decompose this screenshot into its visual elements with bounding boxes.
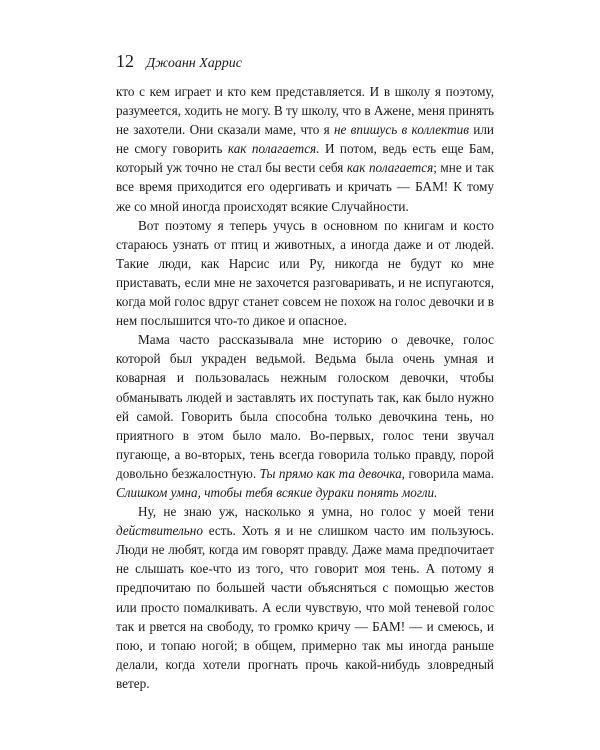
text-run: есть. Хоть я и не слишком часто им пользуюсь. Люди не любят, когда им говорят правду. Даже мама предпочитает не слышать кое-что из того, что говорит моя тень. А потому я предпочитаю по большей части объясняться с помощью жестов или просто помалкивать. А если чувствую, что мой теневой голос так и рвется на свободу, то громко кричу — БАМ! — и смеюсь, и пою, и топаю ногой; в общем, примерно так мы иногда раньше делали, когда хотели прогнать прочь какой-нибудь зловредный ветер. [116,523,494,691]
author-name: Джоанн Харрис [146,56,242,71]
body-text [116,82,494,693]
italic-run: Ты прямо как та девочка, [259,465,405,481]
paragraph [116,502,494,693]
paragraph [116,330,494,502]
text-run: или не смогу говорить [116,122,494,157]
paragraph [116,216,494,331]
italic-run: как полагается [346,160,434,176]
text-run: Ну, не знаю уж, насколько я умна, но голос у моей тени [138,504,494,520]
text-run: говорила мама. [404,465,494,481]
text-run: кто с кем играет и кто кем представляется. И в школу я поэтому, разумеется, ходить не могу. В ту школу, что в Ажене, меня принять не захотели. Они сказали маме, что я [116,84,494,138]
text-run: ; мне и так все время приходится его одергивать и кричать — БАМ! К тому же со мной иногда происходят всякие Случайности. [116,160,494,214]
paragraph [116,82,494,216]
text-run: Мама часто рассказывала мне историю о девочке, голос которой был украден ведьмой. Ведьма была очень умная и коварная и пользовалась нежным голоском девочки, чтобы обманывать людей и заставлять их поступать так, как было нужно ей самой. Говорить была способна только девочкина тень, но приятного в этом было мало. Во-первых, голос тени звучал пугающе, а во-вторых, тень всегда говорила только правду, порой довольно безжалостную. [116,332,494,481]
text-run: И потом, ведь есть еще Бам, который уж точно не стал бы вести себя [116,141,494,176]
italic-run: не впишусь в коллектив [333,122,469,138]
italic-run: как полагается. [227,141,320,157]
italic-run: действительно [116,523,203,539]
running-header [116,51,242,74]
text-run: Вот поэтому я теперь учусь в основном по книгам и косто стараюсь узнать от птиц и животных, а иногда даже и от людей. Такие люди, как Нарсис или Ру, никогда не будут ко мне приставать, если мне не захочется разговаривать, и не испугаются, когда мой голос вдруг станет совсем не похож на голос девочки и в нем послышится что-то дикое и опасное. [116,217,495,329]
italic-run: Слишком умна, чтобы тебя всякие дураки понять могли. [116,484,438,500]
page-number: 12 [116,51,134,71]
